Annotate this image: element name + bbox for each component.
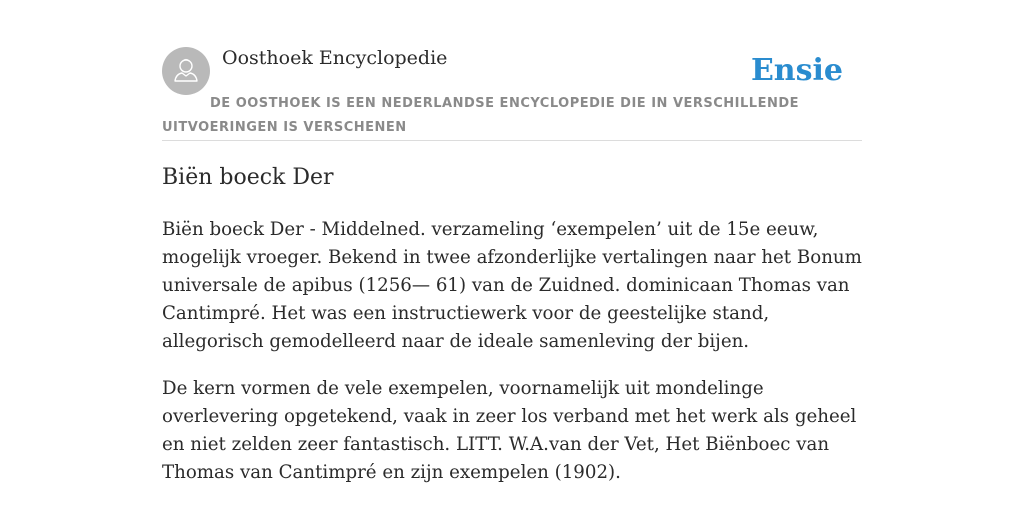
article-paragraph: De kern vormen de vele exempelen, voornamelijk uit mondelinge overlevering opgetekend, vaak in zeer los verband met het werk als geheel en niet zelden zeer fantastisch. LITT. W.A.van der Vet, Het Biënboec van Thomas van Cantimpré en zijn exempelen (1902). xyxy=(162,378,857,483)
brand-logo-link[interactable]: Ensie xyxy=(750,53,843,88)
user-avatar-icon[interactable] xyxy=(162,47,210,95)
article-title: Biën boeck Der xyxy=(162,165,334,190)
article-paragraph: Biën boeck Der - Middelned. verzameling ‘exempelen’ uit de 15e eeuw, mogelijk vroeger. Bekend in twee afzonderlijke vertalingen naar het Bonum universale de apibus (1256— 61) van de Zuidned. dominicaan Thomas van Cantimpré. Het was een instructiewerk voor de geestelijke stand, allegorisch gemodelleerd naar de ideale samenleving der bijen. xyxy=(162,219,862,352)
article xyxy=(162,160,862,487)
source-description: DE OOSTHOEK IS EEN NEDERLANDSE ENCYCLOPEDIE DIE IN VERSCHILLENDE UITVOERINGEN IS VERSCHENEN xyxy=(162,96,800,135)
header xyxy=(162,46,862,141)
source-name-link[interactable]: Oosthoek Encyclopedie xyxy=(222,47,448,69)
